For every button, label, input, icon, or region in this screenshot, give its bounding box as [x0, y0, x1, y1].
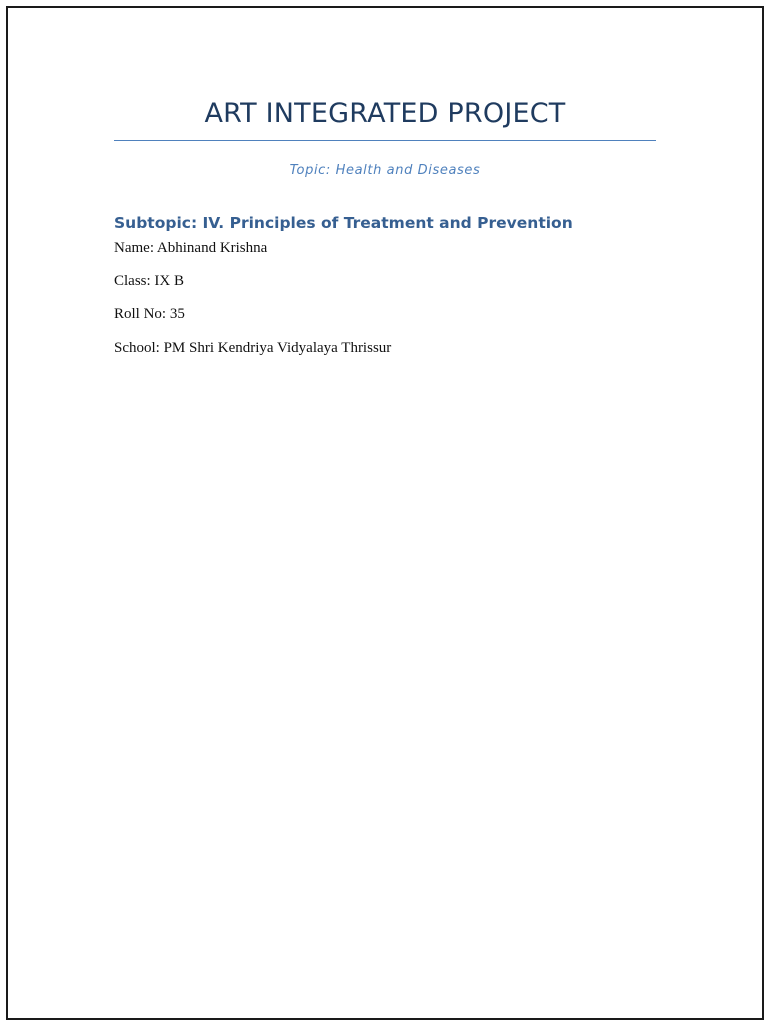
student-roll-no: Roll No: 35 — [114, 306, 185, 322]
title-underline-divider — [114, 140, 656, 141]
document-page — [6, 6, 764, 1020]
document-title: ART INTEGRATED PROJECT — [204, 98, 566, 129]
subtopic-heading: Subtopic: IV. Principles of Treatment and Prevention — [114, 214, 573, 232]
student-name: Name: Abhinand Krishna — [114, 240, 268, 256]
student-class: Class: IX B — [114, 273, 185, 289]
student-school: School: PM Shri Kendriya Vidyalaya Thrissur — [114, 340, 392, 356]
topic-subtitle: Topic: Health and Diseases — [289, 163, 481, 178]
